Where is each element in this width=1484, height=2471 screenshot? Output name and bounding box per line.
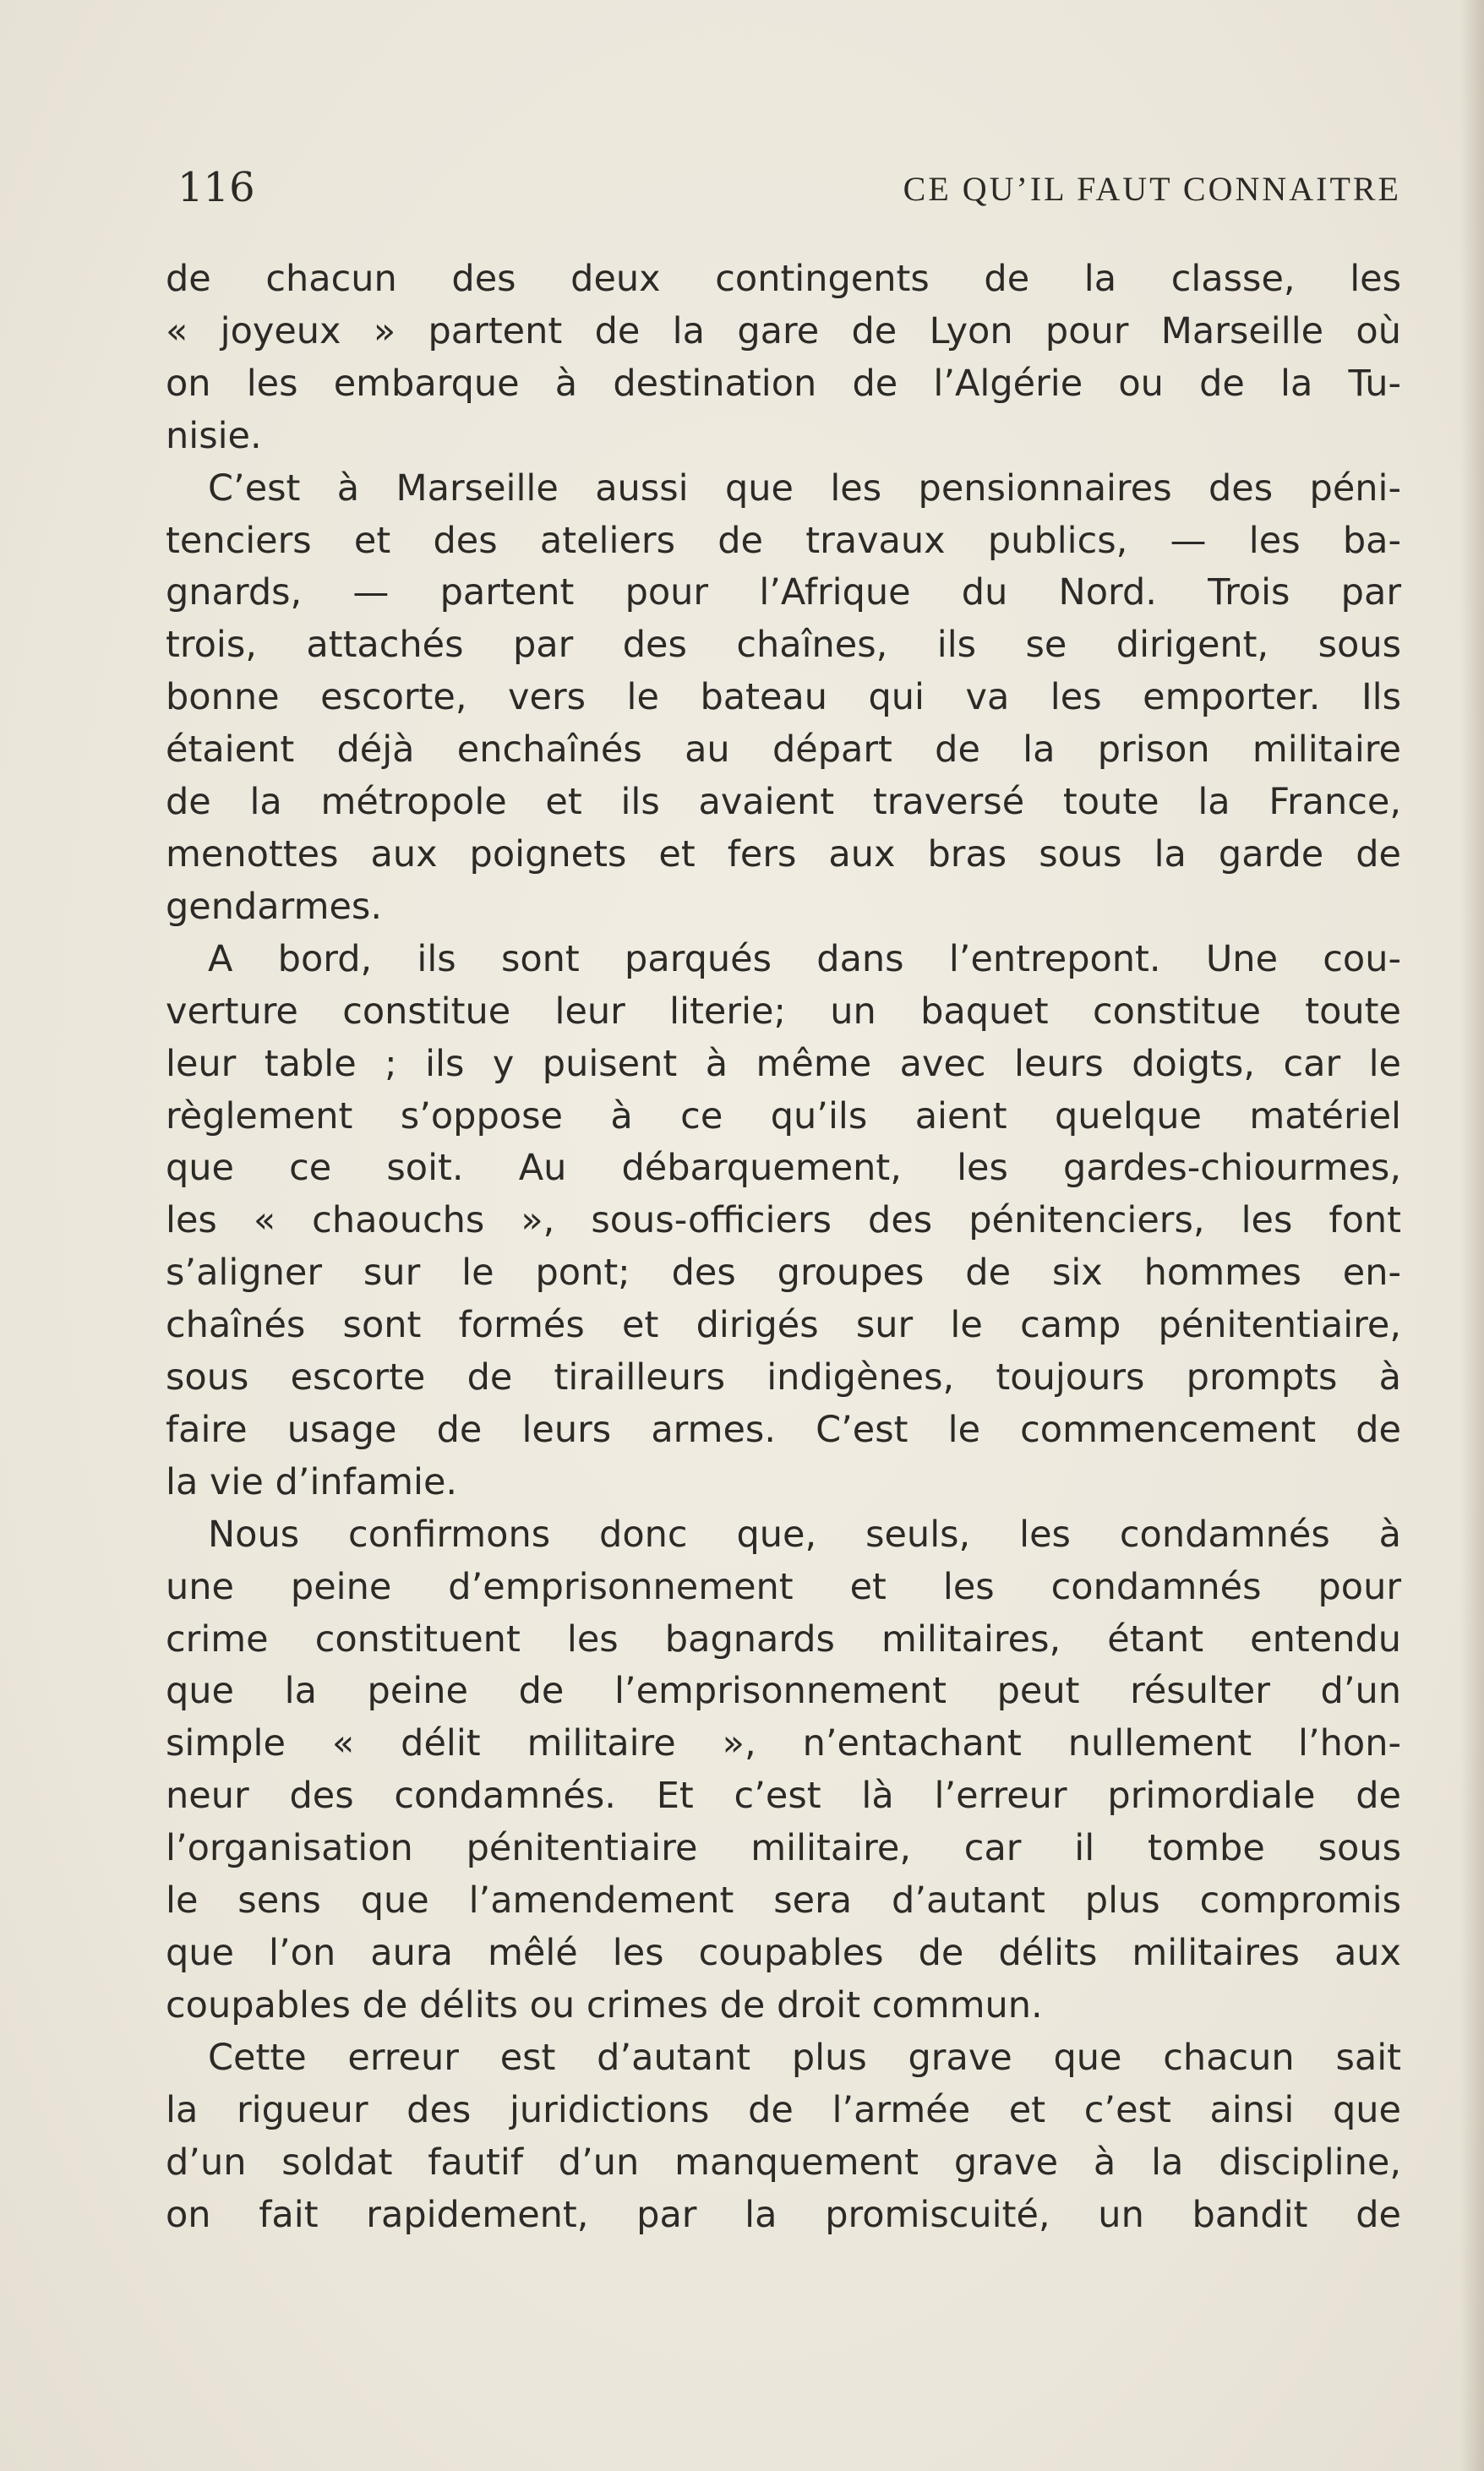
text-line: nisie.: [166, 414, 262, 457]
text-line: sous escorte de tirailleurs indigènes, toujours prompts à: [166, 1356, 1401, 1399]
text-line: A bord, ils sont parqués dans l’entrepont. Une cou-: [208, 937, 1401, 980]
body-text: [166, 254, 1401, 2241]
text-line: chaînés sont formés et dirigés sur le camp pénitentiaire,: [166, 1304, 1401, 1347]
text-line: gendarmes.: [166, 885, 382, 928]
text-line: « joyeux » partent de la gare de Lyon pour Marseille où: [166, 309, 1401, 352]
text-line: gnards, — partent pour l’Afrique du Nord. Trois par: [166, 571, 1401, 614]
page-edge-shadow: [1460, 0, 1484, 2471]
text-line: verture constitue leur literie; un baquet constitue toute: [166, 990, 1401, 1033]
text-line: Cette erreur est d’autant plus grave que chacun sait: [208, 2036, 1401, 2079]
text-line: le sens que l’amendement sera d’autant plus compromis: [166, 1879, 1401, 1923]
text-line: que ce soit. Au débarquement, les gardes-chiourmes,: [166, 1147, 1401, 1190]
paragraph: [166, 934, 1401, 1509]
text-line: les « chaouchs », sous-officiers des pénitenciers, les font: [166, 1199, 1401, 1242]
text-line: bonne escorte, vers le bateau qui va les emporter. Ils: [166, 676, 1401, 719]
text-line: faire usage de leurs armes. C’est le commencement de: [166, 1408, 1401, 1451]
page-number: 116: [177, 164, 255, 211]
running-title: CE QU’IL FAUT CONNAITRE: [903, 170, 1401, 208]
text-line: on fait rapidement, par la promiscuité, un bandit de: [166, 2193, 1401, 2236]
text-line: coupables de délits ou crimes de droit commun.: [166, 1983, 1043, 2026]
text-line: on les embarque à destination de l’Algérie ou de la Tu-: [166, 362, 1401, 405]
text-line: trois, attachés par des chaînes, ils se dirigent, sous: [166, 624, 1401, 667]
page-header: [166, 150, 1401, 226]
text-line: règlement s’oppose à ce qu’ils aient quelque matériel: [166, 1094, 1401, 1137]
text-line: de chacun des deux contingents de la classe, les: [166, 258, 1401, 300]
text-line: Nous confirmons donc que, seuls, les condamnés à: [208, 1513, 1401, 1556]
paragraph: [166, 463, 1401, 934]
text-line: s’aligner sur le pont; des groupes de six hommes en-: [166, 1252, 1401, 1295]
text-line: C’est à Marseille aussi que les pensionnaires des péni-: [208, 466, 1401, 510]
text-line: étaient déjà enchaînés au départ de la prison militaire: [166, 728, 1401, 772]
text-line: une peine d’emprisonnement et les condamnés pour: [166, 1565, 1401, 1608]
text-line: crime constituent les bagnards militaires, étant entendu: [166, 1617, 1401, 1661]
text-line: tenciers et des ateliers de travaux publics, — les ba-: [166, 519, 1401, 562]
text-line: menottes aux poignets et fers aux bras sous la garde de: [166, 832, 1401, 875]
text-line: de la métropole et ils avaient traversé toute la France,: [166, 781, 1401, 824]
paragraph: [166, 2032, 1401, 2242]
text-line: l’organisation pénitentiaire militaire, car il tombe sous: [166, 1827, 1401, 1870]
text-line: d’un soldat fautif d’un manquement grave à la discipline,: [166, 2141, 1401, 2184]
text-line: neur des condamnés. Et c’est là l’erreur primordiale de: [166, 1775, 1401, 1818]
text-line: que la peine de l’emprisonnement peut résulter d’un: [166, 1670, 1401, 1713]
text-line: la rigueur des juridictions de l’armée et c’est ainsi que: [166, 2088, 1401, 2131]
paragraph: [166, 254, 1401, 463]
text-line: que l’on aura mêlé les coupables de délits militaires aux: [166, 1932, 1401, 1974]
text-line: la vie d’infamie.: [166, 1460, 458, 1503]
text-line: leur table ; ils y puisent à même avec leurs doigts, car le: [166, 1042, 1401, 1085]
text-line: simple « délit militaire », n’entachant nullement l’hon-: [166, 1722, 1401, 1765]
paragraph: [166, 1509, 1401, 2032]
